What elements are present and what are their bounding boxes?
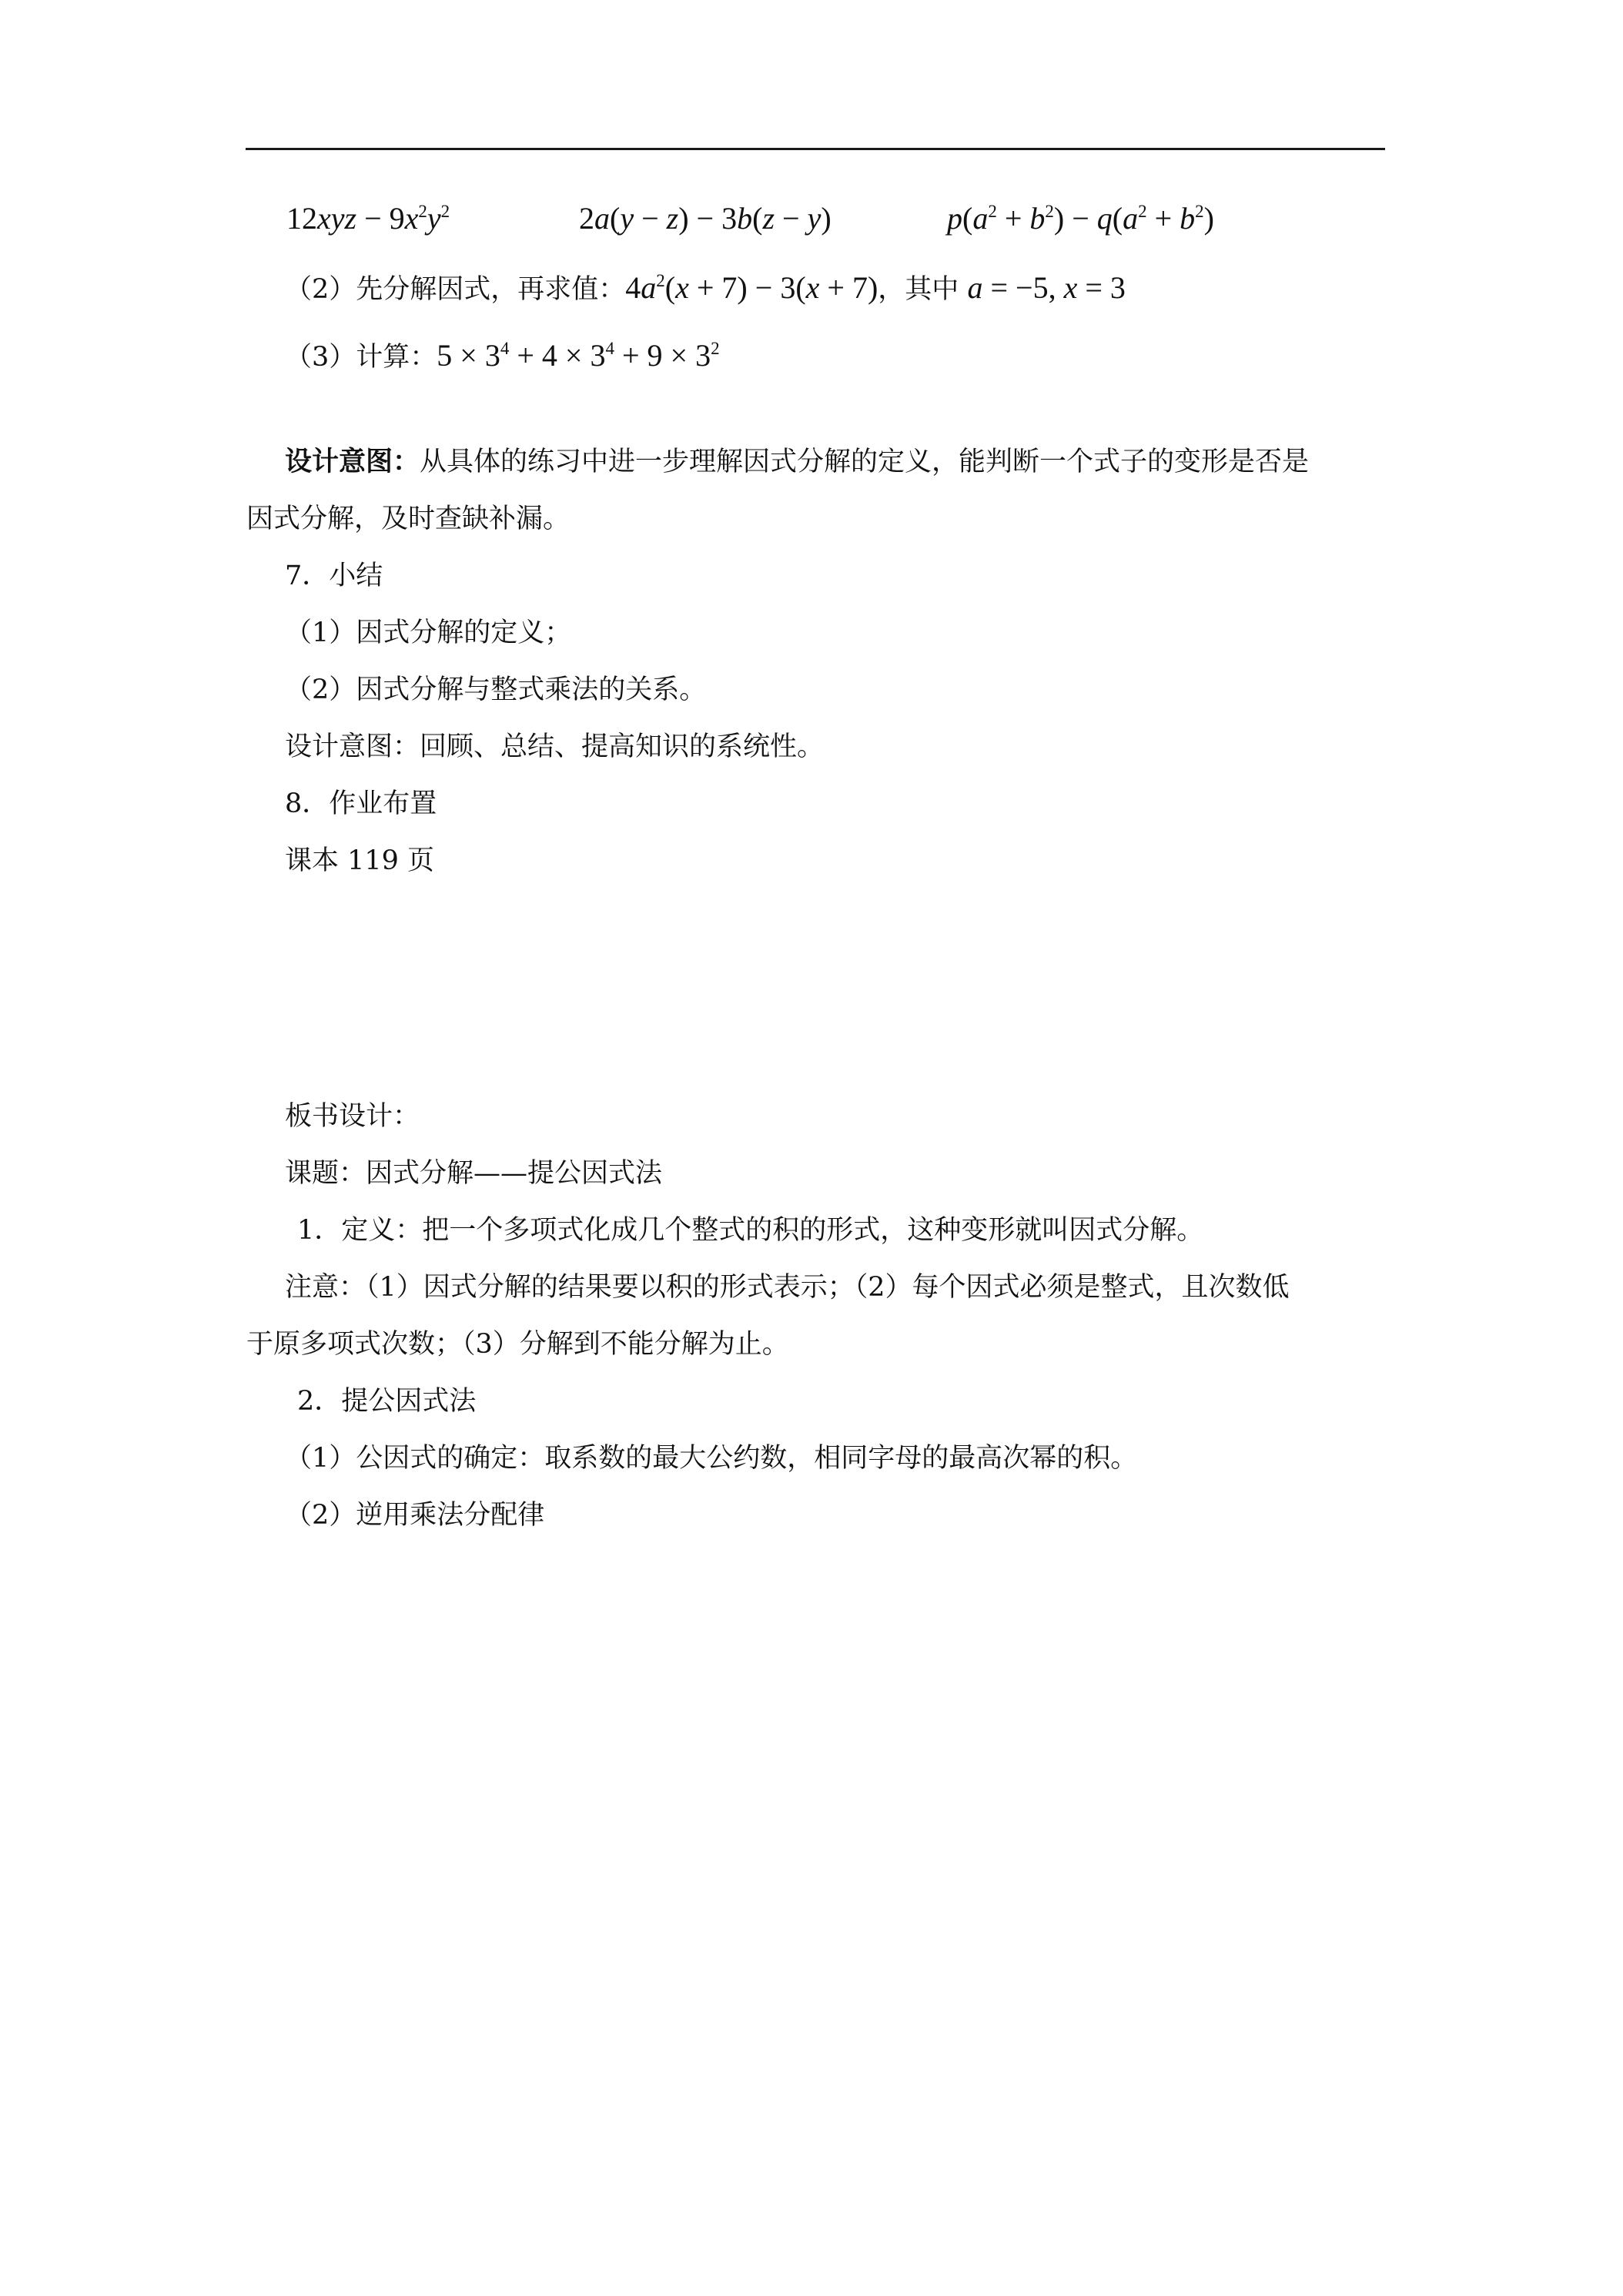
board-note-line-1: 注意：（1）因式分解的结果要以积的形式表示；（2）每个因式必须是整式，且次数低 <box>285 1272 1290 1303</box>
design-intent-line-2: 因式分解，及时查缺补漏。 <box>246 504 571 534</box>
expression-1: $12xyz - 9x^2y^2$ <box>286 201 450 236</box>
question-2 <box>285 271 1126 306</box>
design-intent-label: 设计意图： <box>285 446 420 477</box>
design-intent-text-1: 从具体的练习中进一步理解因式分解的定义，能判断一个式子的变形是否是 <box>420 447 1310 477</box>
question-3 <box>285 339 720 374</box>
board-step-1: （1）公因式的确定：取系数的最大公约数，相同字母的最高次幂的积。 <box>285 1443 1138 1474</box>
summary-item-1: （1）因式分解的定义； <box>285 618 572 648</box>
homework-text: 课本 119 页 <box>285 845 435 876</box>
question-2-where: ，其中 <box>878 274 959 305</box>
board-method: 2．提公因式法 <box>297 1386 477 1417</box>
question-3-expression: $5 \times 3^4 + 4 \times 3^4 + 9 \times 3^2$ <box>437 338 720 373</box>
summary-item-2: （2）因式分解与整式乘法的关系。 <box>285 674 707 705</box>
question-2-expression: $4a^2(x + 7) - 3(x + 7)$ <box>625 270 878 305</box>
summary-heading: 7．小结 <box>285 561 383 591</box>
header-rule <box>246 148 1385 150</box>
question-3-text: （3）计算： <box>285 342 437 373</box>
homework-heading: 8．作业布置 <box>285 788 437 819</box>
board-definition: 1．定义：把一个多项式化成几个整式的积的形式，这种变形就叫因式分解。 <box>297 1215 1204 1246</box>
board-step-2: （2）逆用乘法分配律 <box>285 1500 545 1531</box>
board-note-line-2: 于原多项式次数；（3）分解到不能分解为止。 <box>246 1329 789 1360</box>
expression-3: $p(a^2 + b^2) - q(a^2 + b^2)$ <box>947 201 1214 236</box>
expression-2: 2a(y − z) − 3b(z − y) <box>579 201 832 236</box>
question-2-condition: a = −5, x = 3 <box>967 270 1126 305</box>
board-topic: 课题：因式分解——提公因式法 <box>285 1158 663 1189</box>
board-heading: 板书设计： <box>285 1101 420 1132</box>
question-2-text: （2）先分解因式，再求值： <box>285 274 626 305</box>
summary-intent: 设计意图：回顾、总结、提高知识的系统性。 <box>285 731 825 762</box>
design-intent-line-1 <box>285 445 1309 479</box>
